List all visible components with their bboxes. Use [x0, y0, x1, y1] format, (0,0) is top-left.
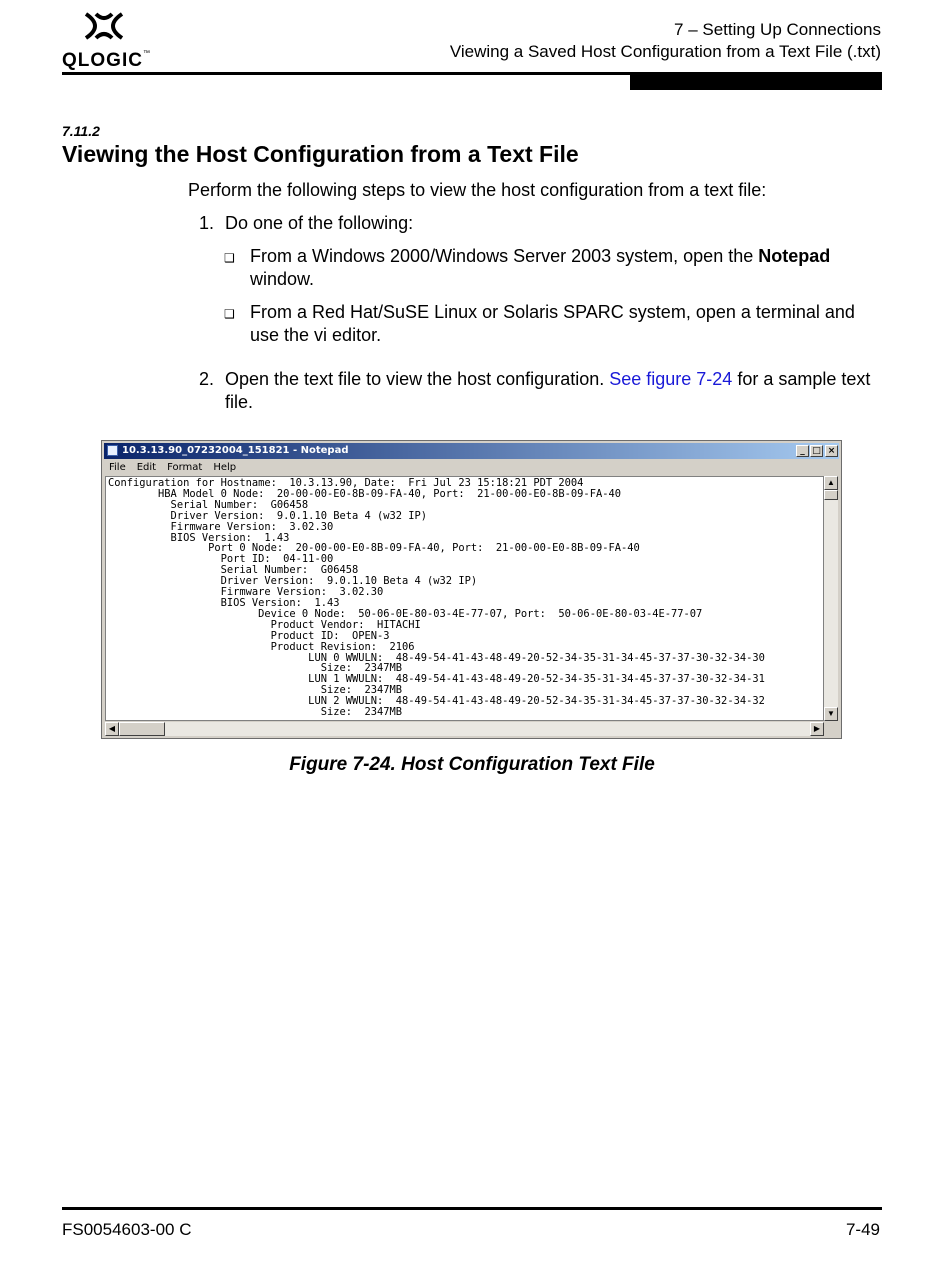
notepad-app-icon	[107, 445, 118, 456]
notepad-line: Device 0 Node: 50-06-0E-80-03-4E-77-07, Port: 50-06-0E-80-03-4E-77-07	[108, 607, 703, 620]
notepad-line: BIOS Version: 1.43	[108, 596, 340, 609]
footer-page-number: 7-49	[845, 1220, 880, 1239]
footer-doc-id: FS0054603-00 C	[62, 1220, 192, 1239]
notepad-titlebar[interactable]	[104, 443, 839, 459]
running-header	[450, 19, 881, 63]
step-2-text: Open the text file to view the host configuration. See figure 7-24 for a sample text file.	[225, 369, 871, 412]
vertical-scroll-thumb[interactable]	[824, 490, 838, 500]
horizontal-scroll-thumb[interactable]	[119, 722, 165, 736]
scroll-up-icon[interactable]: ▲	[824, 476, 838, 490]
header-section: Viewing a Saved Host Configuration from a Text File (.txt)	[449, 42, 881, 61]
notepad-line: Size: 2347MB	[108, 706, 403, 719]
step-1-text: Do one of the following:	[225, 213, 414, 233]
menu-file[interactable]: File	[109, 462, 126, 473]
menu-edit[interactable]: Edit	[136, 462, 157, 473]
menu-format[interactable]: Format	[167, 462, 203, 473]
notepad-text-area[interactable]	[105, 476, 824, 721]
menu-help[interactable]: Help	[213, 462, 237, 473]
notepad-title: 10.3.13.90_07232004_151821 - Notepad	[122, 445, 349, 456]
notepad-line: Product Revision: 2106	[108, 640, 415, 653]
notepad-line: HBA Model 0 Node: 20-00-00-E0-8B-09-FA-40, Port: 21-00-00-E0-8B-09-FA-40	[108, 487, 621, 500]
qlogic-logo	[62, 10, 152, 71]
notepad-line: Firmware Version: 3.02.30	[108, 520, 334, 533]
notepad-content	[106, 477, 823, 719]
step-1	[199, 212, 413, 235]
close-button[interactable]: ×	[825, 445, 838, 457]
section-title: Viewing the Host Configuration from a Text File	[62, 141, 579, 167]
horizontal-scrollbar[interactable]	[105, 722, 824, 736]
maximize-button[interactable]: □	[810, 445, 823, 457]
section-number: 7.11.2	[62, 123, 100, 139]
notepad-line: BIOS Version: 1.43	[108, 531, 290, 544]
notepad-line: Product ID: OPEN-3	[108, 629, 390, 642]
header-chapter: 7 – Setting Up Connections	[674, 20, 881, 39]
notepad-line: Product Vendor: HITACHI	[108, 618, 421, 631]
bullet-1-text: From a Windows 2000/Windows Server 2003 system, open the Notepad window.	[250, 246, 831, 289]
notepad-line: Port 0 Node: 20-00-00-E0-8B-09-FA-40, Port: 21-00-00-E0-8B-09-FA-40	[108, 542, 640, 555]
step-2	[199, 368, 882, 412]
notepad-menubar	[104, 460, 839, 475]
vertical-scrollbar[interactable]	[824, 476, 838, 721]
notepad-line: Port ID: 04-11-00	[108, 553, 334, 566]
notepad-line: LUN 2 WWULN: 48-49-54-41-43-48-49-20-52-34-35-31-34-45-37-37-30-32-34-32	[108, 695, 765, 708]
notepad-line: Driver Version: 9.0.1.10 Beta 4 (w32 IP)	[108, 575, 478, 588]
figure-caption: Figure 7-24. Host Configuration Text File	[289, 754, 655, 775]
resize-grip[interactable]	[824, 722, 838, 736]
scroll-down-icon[interactable]: ▼	[824, 707, 838, 721]
notepad-window	[101, 440, 842, 739]
bullet-2-text: From a Red Hat/SuSE Linux or Solaris SPARC system, open a terminal and use the vi editor.	[250, 302, 855, 345]
footer-rule	[62, 1207, 882, 1210]
scroll-right-icon[interactable]: ▶	[810, 722, 824, 736]
notepad-line: Driver Version: 9.0.1.10 Beta 4 (w32 IP)	[108, 509, 428, 522]
qlogic-logo-mark-icon	[82, 10, 126, 42]
notepad-line: LUN 0 WWULN: 48-49-54-41-43-48-49-20-52-34-35-31-34-45-37-37-30-32-34-30	[108, 651, 765, 664]
minimize-button[interactable]: _	[796, 445, 809, 457]
intro-paragraph: Perform the following steps to view the host configuration from a text file:	[188, 180, 767, 200]
notepad-line: Configuration for Hostname: 10.3.13.90, Date: Fri Jul 23 15:18:21 PDT 2004	[108, 477, 584, 489]
notepad-line: Size: 2347MB	[108, 684, 403, 697]
notepad-line: LUN 1 WWULN: 48-49-54-41-43-48-49-20-52-34-35-31-34-45-37-37-30-32-34-31	[108, 673, 765, 686]
scroll-left-icon[interactable]: ◀	[105, 722, 119, 736]
notepad-line: Serial Number: G06458	[108, 564, 359, 577]
notepad-line: Firmware Version: 3.02.30	[108, 586, 384, 599]
bullet-box-icon: ❑	[224, 251, 235, 265]
notepad-line: Serial Number: G06458	[108, 498, 309, 511]
notepad-line: Size: 2347MB	[108, 662, 403, 675]
step-2-number: 2.	[199, 369, 215, 389]
bullet-box-icon: ❑	[224, 307, 235, 321]
qlogic-wordmark: QLOGIC™	[62, 50, 151, 71]
header-bar	[630, 75, 882, 90]
step-1-number: 1.	[199, 213, 215, 233]
figure-link[interactable]: See figure 7-24	[609, 369, 733, 389]
